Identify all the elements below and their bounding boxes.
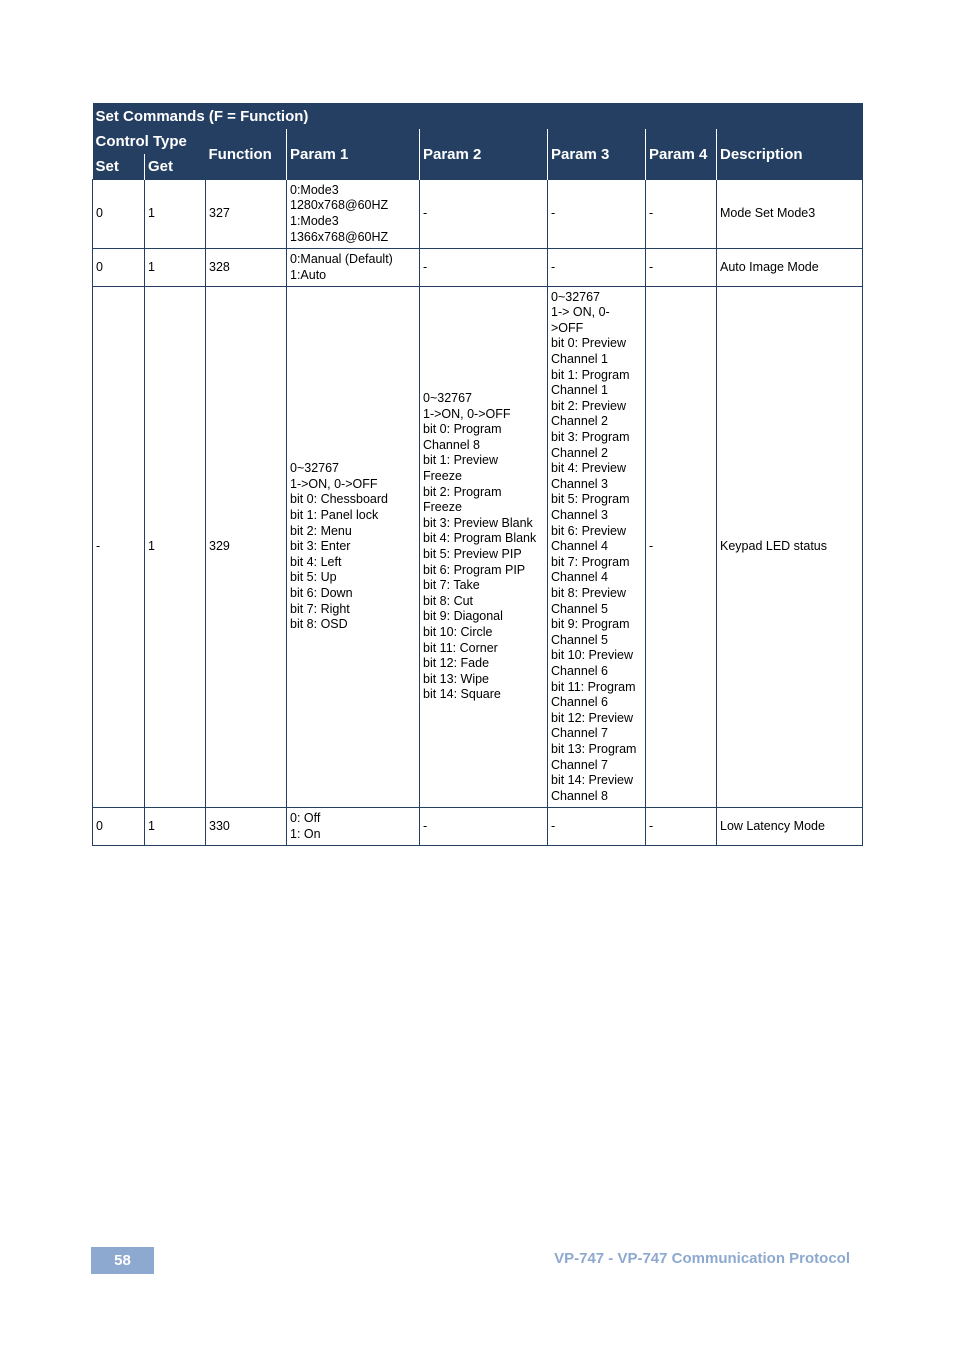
header-param3: Param 3	[548, 129, 646, 180]
table-row	[93, 808, 863, 846]
cell-line: bit 7: Right	[290, 601, 350, 616]
cell-line: bit 7: Take	[423, 578, 480, 593]
cell-param3	[548, 180, 646, 249]
cell-line: Channel 6	[551, 695, 608, 710]
table-row	[93, 249, 863, 287]
cell-param1	[287, 808, 420, 846]
cell-line: -	[551, 259, 556, 274]
header-description: Description	[717, 129, 863, 180]
header-get: Get	[145, 154, 206, 180]
cell-line: bit 13: Wipe	[423, 671, 490, 686]
cell-param3	[548, 287, 646, 808]
cell-param1	[287, 180, 420, 249]
header-param4: Param 4	[646, 129, 717, 180]
cell-line: -	[423, 259, 428, 274]
cell-line: 1366x768@60HZ	[290, 229, 389, 244]
cell-line: 0:Manual (Default)	[290, 251, 393, 266]
cell-line: bit 2: Program	[423, 484, 502, 499]
cell-param2	[420, 180, 548, 249]
cell-line: 1-> ON, 0-	[551, 305, 610, 320]
header-param2: Param 2	[420, 129, 548, 180]
cell-line: bit 8: Cut	[423, 593, 474, 608]
cell-param1	[287, 287, 420, 808]
cell-line: bit 13: Program	[551, 741, 637, 756]
header-control-type: Control Type	[93, 129, 206, 154]
cell-param2	[420, 287, 548, 808]
cell-line: -	[551, 818, 556, 833]
page-number-badge	[91, 1247, 154, 1274]
cell-get: 1	[145, 287, 206, 808]
cell-function: 327	[206, 180, 287, 249]
header-param1: Param 1	[287, 129, 420, 180]
cell-line: bit 1: Program	[551, 367, 630, 382]
cell-line: Channel 5	[551, 632, 608, 647]
cell-line: bit 8: Preview	[551, 585, 627, 600]
cell-get: 1	[145, 249, 206, 287]
cell-param4: -	[646, 808, 717, 846]
cell-line: Channel 6	[551, 663, 608, 678]
cell-line: bit 7: Program	[551, 554, 630, 569]
cell-line: bit 2: Preview	[551, 398, 627, 413]
cell-line: bit 6: Down	[290, 585, 353, 600]
cell-function: 328	[206, 249, 287, 287]
cell-line: Channel 2	[551, 445, 608, 460]
cell-line: bit 2: Menu	[290, 523, 352, 538]
cell-line: >OFF	[551, 320, 584, 335]
cell-set: 0	[93, 249, 145, 287]
cell-line: Channel 3	[551, 508, 608, 523]
cell-line: bit 6: Program PIP	[423, 562, 526, 577]
cell-line: -	[423, 206, 428, 221]
cell-line: 1:Mode3	[290, 214, 339, 228]
cell-param4: -	[646, 287, 717, 808]
cell-line: bit 5: Preview PIP	[423, 547, 522, 561]
cell-line: bit 14: Preview	[551, 773, 633, 788]
cell-line: bit 12: Preview	[551, 710, 633, 725]
cell-description: Keypad LED status	[717, 287, 863, 808]
cell-param4: -	[646, 180, 717, 249]
cell-line: Channel 4	[551, 539, 608, 554]
cell-line: 0~32767	[551, 289, 601, 304]
cell-line: -	[423, 818, 428, 833]
cell-line: Channel 4	[551, 570, 608, 585]
cell-line: bit 1: Preview	[423, 453, 499, 468]
cell-line: bit 11: Program	[551, 679, 636, 694]
cell-line: Channel 8	[551, 788, 608, 803]
table-row	[93, 287, 863, 808]
cell-line: bit 14: Square	[423, 687, 501, 702]
cell-description: Low Latency Mode	[717, 808, 863, 846]
cell-line: 1->ON, 0->OFF	[290, 476, 378, 491]
cell-line: bit 1: Panel lock	[290, 508, 379, 523]
cell-line: bit 4: Left	[290, 554, 342, 569]
cell-line: bit 9: Program	[551, 617, 630, 632]
cell-line: bit 3: Enter	[290, 539, 351, 554]
cell-line: bit 6: Preview	[551, 523, 627, 538]
cell-line: bit 5: Up	[290, 570, 337, 585]
cell-line: 0~32767	[423, 391, 473, 406]
cell-line: bit 10: Circle	[423, 624, 493, 639]
cell-line: bit 3: Program	[551, 430, 630, 445]
table-title: Set Commands (F = Function)	[93, 103, 863, 129]
cell-line: Channel 3	[551, 476, 608, 491]
page-number: 58	[114, 1252, 131, 1269]
cell-line: 0~32767	[290, 461, 340, 476]
cell-line: bit 4: Preview	[551, 461, 627, 476]
cell-description: Mode Set Mode3	[717, 180, 863, 249]
cell-line: 0: Off	[290, 810, 321, 825]
cell-line: 1280x768@60HZ	[290, 198, 389, 213]
cell-line: Channel 8	[423, 437, 480, 452]
cell-line: Channel 7	[551, 757, 608, 772]
cell-line: -	[551, 206, 556, 221]
cell-param2	[420, 249, 548, 287]
cell-line: bit 8: OSD	[290, 617, 348, 632]
cell-line: Channel 1	[551, 383, 608, 398]
cell-line: bit 0: Preview	[551, 336, 627, 351]
cell-line: bit 4: Program Blank	[423, 531, 537, 546]
cell-param1	[287, 249, 420, 287]
cell-line: 1: On	[290, 826, 321, 841]
cell-line: Channel 7	[551, 726, 608, 741]
header-function: Function	[206, 129, 287, 180]
cell-line: Freeze	[423, 469, 462, 484]
cell-line: bit 3: Preview Blank	[423, 515, 533, 530]
header-set: Set	[93, 154, 145, 180]
table-body	[93, 180, 863, 846]
cell-line: bit 10: Preview	[551, 648, 633, 663]
cell-function: 329	[206, 287, 287, 808]
cell-param2	[420, 808, 548, 846]
cell-param3	[548, 808, 646, 846]
cell-line: 1:Auto	[290, 267, 327, 282]
cell-set: -	[93, 287, 145, 808]
document-title: VP-747 - VP-747 Communication Protocol	[554, 1250, 850, 1267]
cell-description: Auto Image Mode	[717, 249, 863, 287]
cell-line: bit 9: Diagonal	[423, 609, 503, 624]
cell-line: bit 5: Program	[551, 492, 630, 507]
cell-get: 1	[145, 180, 206, 249]
cell-line: 0:Mode3	[290, 182, 339, 197]
cell-line: Channel 5	[551, 601, 608, 616]
cell-line: bit 0: Chessboard	[290, 492, 388, 507]
cell-line: bit 12: Fade	[423, 656, 490, 671]
cell-param3	[548, 249, 646, 287]
cell-get: 1	[145, 808, 206, 846]
cell-set: 0	[93, 808, 145, 846]
cell-line: bit 11: Corner	[423, 640, 498, 655]
cell-line: Channel 1	[551, 352, 608, 367]
cell-function: 330	[206, 808, 287, 846]
set-commands-table	[92, 103, 863, 846]
cell-set: 0	[93, 180, 145, 249]
table-row	[93, 180, 863, 249]
cell-line: bit 0: Program	[423, 422, 502, 437]
cell-line: 1->ON, 0->OFF	[423, 406, 511, 421]
cell-line: Freeze	[423, 500, 462, 515]
cell-line: Channel 2	[551, 414, 608, 429]
cell-param4: -	[646, 249, 717, 287]
